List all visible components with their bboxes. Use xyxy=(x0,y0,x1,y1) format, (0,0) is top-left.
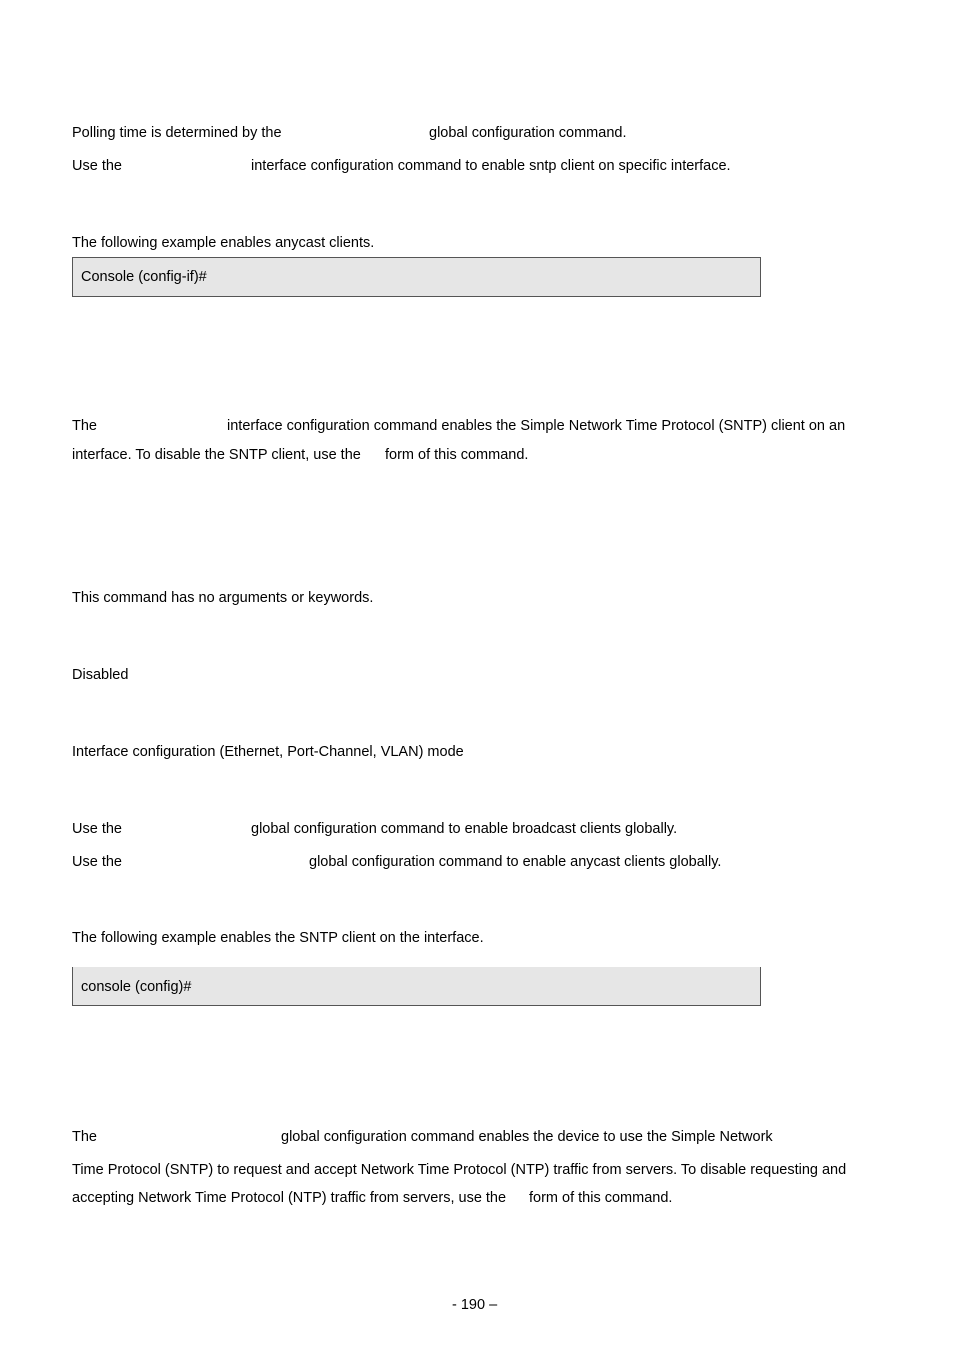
description-text-cont: global configuration command enables the device to use the Simple Network xyxy=(281,1129,773,1145)
guideline-2-cont: global configuration command to enable anycast clients globally. xyxy=(309,854,722,870)
description-text-line3-cont: form of this command. xyxy=(529,1190,673,1206)
example-intro: The following example enables anycast clients. xyxy=(72,235,375,251)
usage-text: Use the xyxy=(72,158,122,174)
description-text-line2: interface. To disable the SNTP client, use the xyxy=(72,447,361,463)
guideline-2: Use the xyxy=(72,854,122,870)
polling-text: Polling time is determined by the xyxy=(72,125,282,141)
default-value: Disabled xyxy=(72,667,129,683)
description-text-line3: accepting Network Time Protocol (NTP) traffic from servers, use the xyxy=(72,1190,507,1206)
usage-text-cont: interface configuration command to enable sntp client on specific interface. xyxy=(251,158,731,174)
polling-text-cont: global configuration command. xyxy=(429,125,627,141)
description-text-line2: Time Protocol (SNTP) to request and accept Network Time Protocol (NTP) traffic from servers. To disable requesting and xyxy=(72,1162,847,1178)
guideline-1-cont: global configuration command to enable broadcast clients globally. xyxy=(251,821,678,837)
syntax-description: This command has no arguments or keywords. xyxy=(72,590,374,606)
guideline-1: Use the xyxy=(72,821,122,837)
example-intro: The following example enables the SNTP client on the interface. xyxy=(72,930,484,946)
description-text: The xyxy=(72,1129,97,1145)
page-number: - 190 – xyxy=(452,1297,498,1313)
code-example-box xyxy=(72,257,761,297)
description-text-line2-cont: form of this command. xyxy=(385,447,529,463)
code-prompt: console (config)# xyxy=(81,979,192,995)
description-text: The xyxy=(72,418,97,434)
description-text-cont: interface configuration command enables the Simple Network Time Protocol (SNTP) client on an xyxy=(227,418,846,434)
code-example-box xyxy=(72,967,761,1006)
command-mode: Interface configuration (Ethernet, Port-Channel, VLAN) mode xyxy=(72,744,464,760)
code-prompt: Console (config-if)# xyxy=(81,269,207,285)
